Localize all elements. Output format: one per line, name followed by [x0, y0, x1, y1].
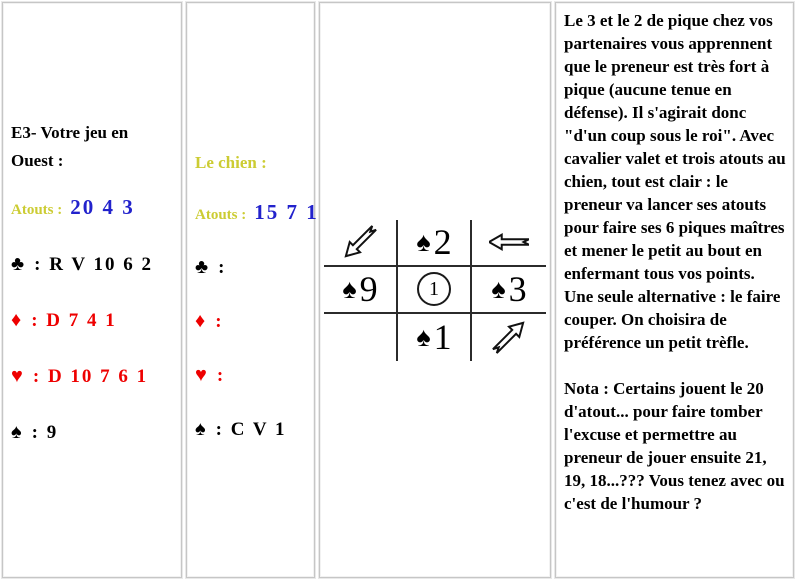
card-west	[324, 267, 398, 314]
clubs-icon: ♣	[195, 256, 209, 278]
chien-panel	[186, 2, 319, 578]
chien-spades-cards: C V 1	[230, 419, 287, 440]
clubs-cards: R V 10 6 2	[49, 254, 153, 275]
arrow-southwest-icon	[340, 222, 380, 262]
colon: :	[31, 422, 40, 443]
spades-icon: ♠	[11, 421, 22, 443]
colon: :	[215, 419, 224, 440]
spade-icon: ♠	[416, 321, 431, 352]
west-atouts-row	[11, 195, 173, 220]
trick-cell-top-left	[324, 220, 398, 267]
diamonds-cards: D 7 4 1	[46, 310, 117, 331]
west-hand-panel	[2, 2, 182, 578]
atouts-values: 15 7 1	[254, 200, 319, 224]
card-east	[472, 267, 546, 314]
west-diamonds-row	[11, 309, 173, 332]
lesson-board	[2, 2, 796, 578]
spade-icon: ♠	[342, 273, 357, 304]
trick-cell-top-right	[472, 220, 546, 267]
atouts-label: Atouts :	[195, 207, 247, 223]
hearts-icon: ♥	[195, 364, 207, 386]
diamonds-icon: ♦	[11, 309, 22, 331]
colon: :	[216, 365, 226, 386]
colon: :	[31, 310, 40, 331]
spades-cards: 9	[46, 422, 59, 443]
arrow-northeast-icon	[489, 317, 529, 357]
colon: :	[215, 311, 224, 332]
trick-diagram-panel	[319, 2, 551, 578]
chien-atouts-row	[195, 200, 319, 225]
card-east-value: 3	[508, 269, 527, 309]
clubs-icon: ♣	[11, 253, 25, 275]
card-north	[398, 220, 472, 267]
chien-clubs-row	[195, 256, 306, 279]
west-hand-title: E3- Votre jeu en Ouest :	[11, 123, 129, 170]
spades-icon: ♠	[195, 418, 206, 440]
colon: :	[34, 254, 43, 275]
chien-title: Le chien :	[195, 153, 267, 172]
chien-hearts-row	[195, 364, 306, 387]
trick-cell-bottom-left	[324, 314, 398, 361]
commentary-paragraph-1: Le 3 et le 2 de pique chez vos partenaires vous apprennent que le preneur est très fort à pique (aucune tenue en défense). Il s'agirait donc "d'un coup sous le roi". Avec cavalier valet et trois atouts au chien, tout est clair : le preneur va lancer ses atouts pour faire ses 6 piques maîtres et mener le petit au bout en enfermant tous vos points. Une seule alternative : le faire couper. On choisira de préférence un petit trèfle.	[564, 11, 786, 352]
card-north-value: 2	[433, 222, 452, 262]
card-south	[398, 314, 472, 361]
commentary-panel	[555, 2, 794, 578]
trick-number-cell	[398, 267, 472, 314]
colon: :	[218, 257, 227, 278]
diamonds-icon: ♦	[195, 310, 206, 332]
west-hearts-row	[11, 365, 173, 388]
atouts-label: Atouts :	[11, 202, 63, 218]
spade-icon: ♠	[491, 273, 506, 304]
atouts-values: 20 4 3	[70, 195, 135, 219]
chien-diamonds-row	[195, 310, 306, 333]
hearts-cards: D 10 7 6 1	[47, 366, 149, 387]
chien-spades-row	[195, 418, 306, 441]
trick-cell-bottom-right	[472, 314, 546, 361]
commentary-paragraph-2: Nota : Certains jouent le 20 d'atout... pour faire tomber l'excuse et permettre au preneur de jouer ensuite 21, 19, 18...??? Vous tenez avec ou c'est de l'humour ?	[564, 379, 785, 513]
colon: :	[32, 366, 42, 387]
spade-icon: ♠	[416, 226, 431, 257]
trick-grid	[324, 220, 546, 361]
arrow-left-icon	[489, 222, 529, 262]
trick-number-badge: 1	[417, 272, 451, 306]
card-west-value: 9	[359, 269, 378, 309]
card-south-value: 1	[433, 317, 452, 357]
hearts-icon: ♥	[11, 365, 23, 387]
west-clubs-row	[11, 253, 173, 276]
west-spades-row	[11, 421, 173, 444]
